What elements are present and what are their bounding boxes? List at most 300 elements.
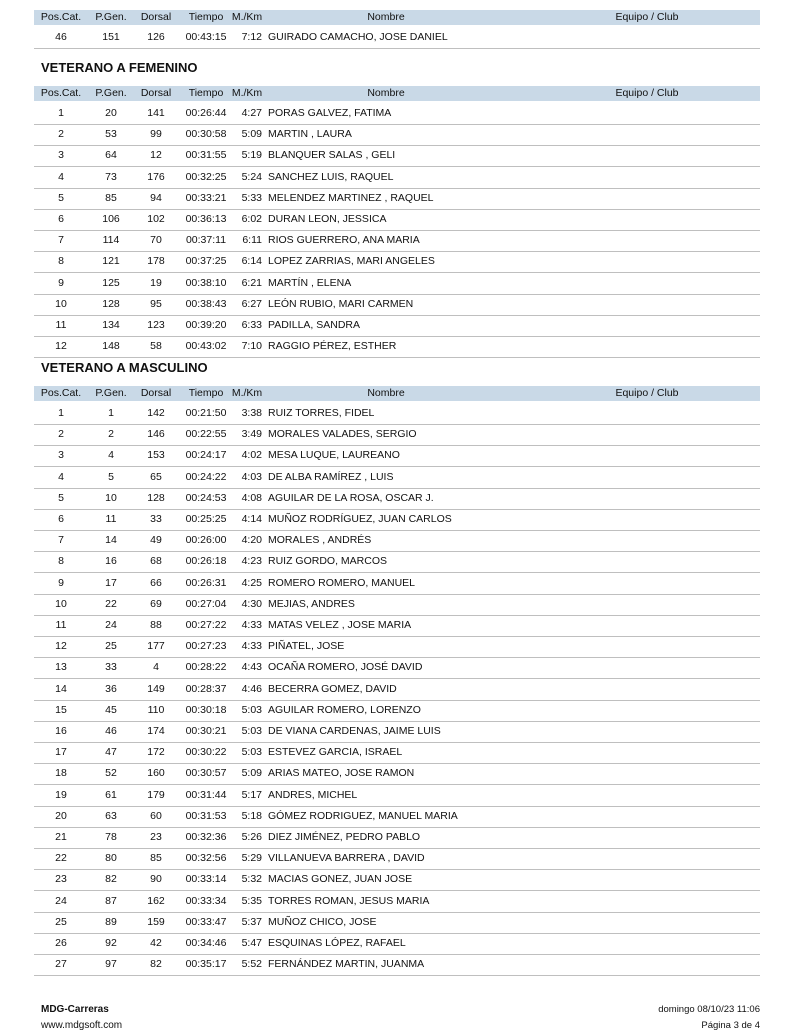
nombre-cell: ROMERO ROMERO, MANUEL [268, 576, 416, 589]
nombre-cell: PIÑATEL, JOSE [268, 640, 345, 653]
tiempo-cell: 00:27:23 [185, 640, 227, 653]
ritmo-cell: 4:20 [241, 534, 262, 547]
ritmo-cell: 4:27 [241, 107, 262, 119]
ritmo-cell: 5:52 [241, 958, 262, 971]
equipo-header: Equipo / Club [615, 87, 679, 99]
p-gen-cell: 33 [105, 661, 117, 674]
nombre-cell: ESTEVEZ GARCIA, ISRAEL [268, 746, 403, 759]
table-row [34, 124, 760, 146]
pos-cat-cell: 10 [55, 597, 67, 610]
tiempo-cell: 00:32:36 [185, 831, 227, 843]
dorsal-cell: 153 [147, 449, 165, 462]
tiempo-cell: 00:30:57 [185, 767, 227, 780]
pos-cat-cell: 3 [58, 149, 64, 162]
table-row [34, 657, 760, 679]
pos-cat-cell: 25 [55, 915, 67, 928]
p-gen-cell: 148 [102, 340, 120, 353]
ritmo-cell: 5:24 [241, 170, 262, 183]
tiempo-cell: 00:32:25 [185, 170, 227, 183]
tiempo-cell: 00:39:20 [185, 319, 227, 331]
pos-cat-cell: 6 [58, 513, 64, 525]
pos-cat-cell: 8 [58, 255, 64, 268]
p-gen-cell: 89 [105, 915, 117, 928]
ritmo-cell: 4:30 [241, 597, 262, 610]
p-gen-cell: 5 [108, 470, 114, 483]
nombre-cell: ARIAS MATEO, JOSE RAMON [268, 767, 415, 780]
table-row [34, 636, 760, 658]
table-row [34, 912, 760, 934]
dorsal-cell: 159 [147, 915, 165, 928]
p-gen-cell: 20 [105, 107, 117, 119]
table-row [34, 336, 760, 358]
table-row [34, 403, 760, 425]
dorsal-cell: 60 [150, 809, 162, 822]
pos-cat-cell: 10 [55, 297, 67, 310]
dorsal-cell: 42 [150, 937, 162, 949]
nombre-cell: ESQUINAS LÓPEZ, RAFAEL [268, 937, 406, 949]
nombre-cell: RUIZ TORRES, FIDEL [268, 407, 375, 419]
tiempo-cell: 00:24:22 [185, 470, 227, 483]
p-gen-cell: 2 [108, 428, 114, 441]
tiempo-cell: 00:21:50 [185, 407, 227, 419]
dorsal-cell: 95 [150, 297, 162, 310]
table-row [34, 615, 760, 637]
table-row [34, 848, 760, 870]
dorsal-cell: 58 [150, 340, 162, 353]
pos-cat-cell: 20 [55, 809, 67, 822]
table-row [34, 869, 760, 891]
ritmo-header: M./Km [231, 11, 263, 23]
ritmo-cell: 3:49 [241, 428, 262, 441]
table-row [34, 27, 760, 49]
pos-cat-header: Pos.Cat. [40, 11, 82, 23]
table-header [34, 86, 760, 101]
tiempo-header: Tiempo [188, 11, 224, 23]
ritmo-cell: 5:03 [241, 703, 262, 716]
p-gen-header: P.Gen. [95, 387, 127, 399]
dorsal-header: Dorsal [140, 387, 172, 399]
table-row [34, 230, 760, 252]
pos-cat-cell: 23 [55, 873, 67, 886]
p-gen-cell: 16 [105, 555, 117, 568]
footer-page-number: Página 3 de 4 [701, 1020, 760, 1031]
p-gen-cell: 24 [105, 619, 117, 631]
nombre-cell: MESA LUQUE, LAUREANO [268, 449, 400, 462]
pos-cat-cell: 16 [55, 725, 67, 737]
dorsal-cell: 90 [150, 873, 162, 886]
dorsal-cell: 33 [150, 513, 162, 525]
tiempo-cell: 00:26:44 [185, 107, 227, 119]
dorsal-cell: 179 [147, 788, 165, 801]
dorsal-cell: 160 [147, 767, 165, 780]
nombre-cell: BECERRA GOMEZ, DAVID [268, 682, 397, 695]
footer-datetime: domingo 08/10/23 11:06 [658, 1004, 760, 1015]
tiempo-cell: 00:38:10 [185, 276, 227, 289]
table-row [34, 467, 760, 489]
tiempo-cell: 00:32:56 [185, 852, 227, 865]
dorsal-cell: 149 [147, 682, 165, 695]
nombre-cell: MARTIN , LAURA [268, 128, 352, 141]
nombre-cell: PORAS GALVEZ, FATIMA [268, 107, 392, 119]
dorsal-cell: 69 [150, 597, 162, 610]
ritmo-cell: 4:46 [241, 682, 262, 695]
dorsal-cell: 102 [147, 213, 165, 225]
tiempo-cell: 00:30:22 [185, 746, 227, 759]
table-row [34, 103, 760, 125]
pos-cat-cell: 4 [58, 170, 64, 183]
nombre-cell: MORALES VALADES, SERGIO [268, 428, 417, 441]
nombre-cell: MATAS VELEZ , JOSE MARIA [268, 619, 412, 631]
ritmo-cell: 5:19 [241, 149, 262, 162]
p-gen-cell: 92 [105, 937, 117, 949]
ritmo-cell: 6:21 [241, 276, 262, 289]
ritmo-cell: 5:09 [241, 128, 262, 141]
table-row [34, 509, 760, 531]
tiempo-cell: 00:36:13 [185, 213, 227, 225]
dorsal-cell: 146 [147, 428, 165, 441]
p-gen-cell: 22 [105, 597, 117, 610]
pos-cat-cell: 9 [58, 576, 64, 589]
dorsal-cell: 162 [147, 894, 165, 907]
nombre-header: Nombre [367, 387, 405, 399]
ritmo-cell: 5:09 [241, 767, 262, 780]
p-gen-cell: 114 [102, 234, 120, 247]
ritmo-cell: 6:11 [242, 234, 262, 247]
ritmo-cell: 5:32 [241, 873, 262, 886]
ritmo-cell: 5:29 [241, 852, 262, 865]
ritmo-cell: 5:47 [241, 937, 262, 949]
tiempo-cell: 00:30:58 [185, 128, 227, 141]
tiempo-cell: 00:33:14 [185, 873, 227, 886]
tiempo-cell: 00:43:15 [185, 31, 227, 43]
table-row [34, 933, 760, 955]
nombre-cell: MUÑOZ CHICO, JOSE [268, 915, 377, 928]
nombre-cell: LOPEZ ZARRIAS, MARI ANGELES [268, 255, 435, 268]
table-row [34, 488, 760, 510]
pos-cat-cell: 7 [58, 534, 64, 547]
footer-url[interactable]: www.mdgsoft.com [41, 1020, 123, 1031]
nombre-cell: SANCHEZ LUIS, RAQUEL [268, 170, 394, 183]
tiempo-cell: 00:25:25 [185, 513, 227, 525]
tiempo-cell: 00:28:37 [185, 682, 227, 695]
p-gen-cell: 52 [105, 767, 117, 780]
pos-cat-cell: 13 [55, 661, 67, 674]
dorsal-header: Dorsal [140, 11, 172, 23]
pos-cat-cell: 11 [55, 319, 67, 331]
dorsal-cell: 66 [150, 576, 162, 589]
p-gen-cell: 97 [105, 958, 117, 971]
pos-cat-cell: 11 [55, 619, 67, 631]
tiempo-cell: 00:22:55 [185, 428, 227, 441]
dorsal-cell: 70 [150, 234, 162, 247]
p-gen-cell: 46 [105, 725, 117, 737]
p-gen-header: P.Gen. [95, 11, 127, 23]
ritmo-cell: 4:14 [241, 513, 262, 525]
pos-cat-cell: 2 [58, 428, 64, 441]
equipo-header: Equipo / Club [615, 11, 679, 23]
table-header [34, 10, 760, 25]
ritmo-cell: 4:23 [241, 555, 262, 568]
ritmo-cell: 4:25 [241, 576, 262, 589]
tiempo-cell: 00:43:02 [185, 340, 227, 353]
ritmo-cell: 7:12 [241, 31, 262, 43]
tiempo-cell: 00:38:43 [185, 297, 227, 310]
nombre-cell: MEJIAS, ANDRES [268, 597, 355, 610]
equipo-header: Equipo / Club [615, 387, 679, 399]
tiempo-cell: 00:31:55 [185, 149, 227, 162]
p-gen-cell: 14 [105, 534, 117, 547]
ritmo-cell: 7:10 [241, 340, 262, 353]
tiempo-header: Tiempo [188, 387, 224, 399]
nombre-cell: DURAN LEON, JESSICA [268, 213, 387, 225]
tiempo-cell: 00:28:22 [185, 661, 227, 674]
tiempo-cell: 00:31:44 [185, 788, 227, 801]
pos-cat-cell: 4 [58, 470, 64, 483]
tiempo-header: Tiempo [188, 87, 224, 99]
section-title: VETERANO A FEMENINO [41, 60, 198, 75]
nombre-cell: AGUILAR DE LA ROSA, OSCAR J. [268, 491, 434, 504]
ritmo-cell: 6:33 [241, 319, 262, 331]
nombre-cell: BLANQUER SALAS , GELI [268, 149, 396, 162]
pos-cat-cell: 5 [58, 491, 64, 504]
tiempo-cell: 00:31:53 [185, 809, 227, 822]
tiempo-cell: 00:26:18 [185, 555, 227, 568]
p-gen-cell: 4 [108, 449, 114, 462]
table-row [34, 315, 760, 337]
table-row [34, 763, 760, 785]
nombre-cell: ANDRES, MICHEL [268, 788, 358, 801]
tiempo-cell: 00:26:00 [185, 534, 227, 547]
tiempo-cell: 00:33:34 [185, 894, 227, 907]
ritmo-cell: 4:02 [241, 449, 262, 462]
pos-cat-cell: 3 [58, 449, 64, 462]
table-row [34, 785, 760, 807]
dorsal-cell: 126 [147, 31, 165, 43]
pos-cat-cell: 26 [55, 937, 67, 949]
ritmo-cell: 4:08 [241, 491, 262, 504]
pos-cat-header: Pos.Cat. [40, 387, 82, 399]
table-row [34, 294, 760, 316]
p-gen-cell: 87 [105, 894, 117, 907]
nombre-cell: MARTÍN , ELENA [268, 276, 352, 289]
dorsal-cell: 99 [150, 128, 162, 141]
table-row [34, 530, 760, 552]
nombre-cell: OCAÑA ROMERO, JOSÉ DAVID [268, 661, 423, 674]
p-gen-header: P.Gen. [95, 87, 127, 99]
nombre-cell: FERNÁNDEZ MARTIN, JUANMA [268, 958, 425, 971]
nombre-cell: RIOS GUERRERO, ANA MARIA [268, 234, 420, 247]
table-row [34, 551, 760, 573]
nombre-cell: GÓMEZ RODRIGUEZ, MANUEL MARIA [268, 809, 458, 822]
dorsal-cell: 174 [147, 725, 165, 737]
p-gen-cell: 17 [105, 576, 117, 589]
dorsal-cell: 4 [153, 661, 159, 674]
ritmo-cell: 4:33 [241, 640, 262, 653]
nombre-cell: MUÑOZ RODRÍGUEZ, JUAN CARLOS [268, 513, 452, 525]
dorsal-cell: 19 [150, 276, 162, 289]
dorsal-cell: 128 [147, 491, 165, 504]
pos-cat-cell: 6 [58, 213, 64, 225]
p-gen-cell: 73 [105, 170, 117, 183]
nombre-cell: MELENDEZ MARTINEZ , RAQUEL [268, 191, 434, 204]
nombre-cell: RUIZ GORDO, MARCOS [268, 555, 388, 568]
ritmo-cell: 3:38 [241, 407, 262, 419]
table-row [34, 954, 760, 976]
ritmo-cell: 5:26 [241, 831, 262, 843]
p-gen-cell: 47 [105, 746, 117, 759]
nombre-cell: VILLANUEVA BARRERA , DAVID [268, 852, 425, 865]
pos-cat-cell: 17 [55, 746, 67, 759]
dorsal-cell: 177 [147, 640, 165, 653]
dorsal-cell: 172 [147, 746, 165, 759]
ritmo-cell: 5:03 [241, 725, 262, 737]
pos-cat-cell: 46 [55, 31, 67, 43]
tiempo-cell: 00:24:17 [185, 449, 227, 462]
ritmo-cell: 5:37 [241, 915, 262, 928]
dorsal-cell: 85 [150, 852, 162, 865]
p-gen-cell: 36 [105, 682, 117, 695]
p-gen-cell: 125 [102, 276, 120, 289]
pos-cat-cell: 22 [55, 852, 67, 865]
pos-cat-header: Pos.Cat. [40, 87, 82, 99]
p-gen-cell: 85 [105, 191, 117, 204]
table-row [34, 188, 760, 210]
pos-cat-cell: 15 [55, 703, 67, 716]
p-gen-cell: 64 [105, 149, 117, 162]
tiempo-cell: 00:30:21 [185, 725, 227, 737]
dorsal-cell: 23 [150, 831, 162, 843]
ritmo-cell: 5:33 [241, 191, 262, 204]
dorsal-cell: 68 [150, 555, 162, 568]
p-gen-cell: 63 [105, 809, 117, 822]
table-row [34, 721, 760, 743]
pos-cat-cell: 7 [58, 234, 64, 247]
dorsal-cell: 88 [150, 619, 162, 631]
pos-cat-cell: 1 [58, 107, 64, 119]
ritmo-header: M./Km [231, 387, 263, 399]
dorsal-cell: 65 [150, 470, 162, 483]
table-row [34, 806, 760, 828]
p-gen-cell: 25 [105, 640, 117, 653]
pos-cat-cell: 12 [55, 340, 67, 353]
dorsal-cell: 123 [147, 319, 165, 331]
table-row [34, 251, 760, 273]
pos-cat-cell: 14 [55, 682, 67, 695]
pos-cat-cell: 21 [55, 831, 67, 843]
pos-cat-cell: 18 [55, 767, 67, 780]
tiempo-cell: 00:34:46 [185, 937, 227, 949]
pos-cat-cell: 12 [55, 640, 67, 653]
p-gen-cell: 61 [105, 788, 117, 801]
table-row [34, 424, 760, 446]
table-row [34, 827, 760, 849]
pos-cat-cell: 19 [55, 788, 67, 801]
table-row [34, 445, 760, 467]
tiempo-cell: 00:33:21 [185, 191, 227, 204]
p-gen-cell: 10 [105, 491, 117, 504]
ritmo-cell: 6:02 [241, 213, 262, 225]
pos-cat-cell: 24 [55, 894, 67, 907]
table-header [34, 386, 760, 401]
nombre-cell: RAGGIO PÉREZ, ESTHER [268, 340, 397, 353]
dorsal-cell: 141 [147, 107, 165, 119]
dorsal-cell: 12 [150, 149, 162, 162]
nombre-header: Nombre [367, 11, 405, 23]
dorsal-cell: 178 [147, 255, 165, 268]
tiempo-cell: 00:35:17 [185, 958, 227, 971]
p-gen-cell: 134 [102, 319, 120, 331]
ritmo-cell: 5:17 [241, 788, 262, 801]
tiempo-cell: 00:26:31 [185, 576, 227, 589]
tiempo-cell: 00:37:11 [185, 234, 227, 247]
table-row [34, 145, 760, 167]
ritmo-cell: 5:03 [241, 746, 262, 759]
ritmo-cell: 4:33 [241, 619, 262, 631]
tiempo-cell: 00:27:04 [185, 597, 227, 610]
tiempo-cell: 00:30:18 [185, 703, 227, 716]
dorsal-header: Dorsal [140, 87, 172, 99]
table-row [34, 891, 760, 913]
nombre-cell: DE ALBA RAMÍREZ , LUIS [268, 470, 394, 483]
ritmo-cell: 5:35 [241, 894, 262, 907]
nombre-cell: DE VIANA CARDENAS, JAIME LUIS [268, 725, 441, 737]
ritmo-cell: 5:18 [241, 809, 262, 822]
table-row [34, 679, 760, 701]
tiempo-cell: 00:24:53 [185, 491, 227, 504]
nombre-cell: MACIAS GONEZ, JUAN JOSE [268, 873, 413, 886]
dorsal-cell: 49 [150, 534, 162, 547]
nombre-header: Nombre [367, 87, 405, 99]
p-gen-cell: 121 [102, 255, 120, 268]
pos-cat-cell: 5 [58, 191, 64, 204]
p-gen-cell: 78 [105, 831, 117, 843]
ritmo-cell: 4:43 [241, 661, 262, 674]
table-row [34, 209, 760, 231]
p-gen-cell: 53 [105, 128, 117, 141]
table-row [34, 273, 760, 295]
dorsal-cell: 142 [147, 407, 165, 419]
pos-cat-cell: 9 [58, 276, 64, 289]
table-row [34, 700, 760, 722]
pos-cat-cell: 8 [58, 555, 64, 568]
pos-cat-cell: 27 [55, 958, 67, 971]
p-gen-cell: 11 [105, 513, 117, 525]
tiempo-cell: 00:27:22 [185, 619, 227, 631]
dorsal-cell: 94 [150, 191, 162, 204]
nombre-cell: MORALES , ANDRÉS [268, 534, 372, 547]
p-gen-cell: 45 [105, 703, 117, 716]
tiempo-cell: 00:37:25 [185, 255, 227, 268]
nombre-cell: TORRES ROMAN, JESUS MARIA [268, 894, 430, 907]
table-row [34, 167, 760, 189]
pos-cat-cell: 1 [58, 407, 64, 419]
pos-cat-cell: 2 [58, 128, 64, 141]
p-gen-cell: 106 [102, 213, 120, 225]
nombre-cell: PADILLA, SANDRA [268, 319, 361, 331]
p-gen-cell: 151 [102, 31, 120, 43]
tiempo-cell: 00:33:47 [185, 915, 227, 928]
ritmo-header: M./Km [231, 87, 263, 99]
ritmo-cell: 4:03 [241, 470, 262, 483]
dorsal-cell: 82 [150, 958, 162, 971]
table-row [34, 573, 760, 595]
footer-brand: MDG-Carreras [41, 1004, 109, 1015]
section-title: VETERANO A MASCULINO [41, 360, 208, 375]
p-gen-cell: 82 [105, 873, 117, 886]
nombre-cell: AGUILAR ROMERO, LORENZO [268, 703, 421, 716]
p-gen-cell: 80 [105, 852, 117, 865]
p-gen-cell: 128 [102, 297, 120, 310]
